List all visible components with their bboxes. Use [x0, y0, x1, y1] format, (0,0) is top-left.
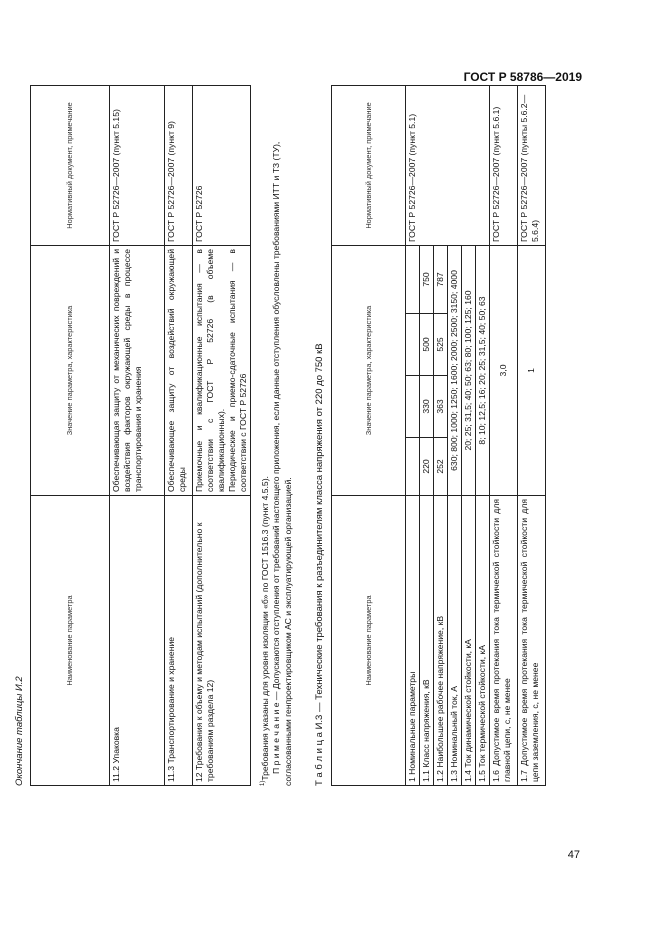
row-doc: ГОСТ Р 52726 [193, 86, 251, 246]
col-header-name: Наименование параметра [31, 496, 110, 786]
row-doc: ГОСТ Р 52726—2007 (пункт 5.6.1) [490, 85, 518, 245]
table-i2-caption: Окончание таблицы И.2 [14, 676, 25, 786]
row-name: 1.1 Класс напряжения, кВ [420, 496, 434, 786]
col-header-doc: Нормативный документ, примечание [31, 86, 110, 246]
table-row [518, 85, 546, 785]
cell: 220 [420, 438, 434, 496]
col-header-name: Наименование параметра [332, 496, 406, 786]
rotated-content [14, 86, 608, 786]
cell: 252 [434, 438, 448, 496]
footnote-text: Требования указаны для уровня изоляции «б» по ГОСТ 1516.3 (пункт 4.5.5). [259, 476, 270, 781]
row-value: Обеспечивающее защиту от воздействий окружающей среды [165, 246, 193, 496]
table-i2 [30, 85, 251, 786]
cell: 750 [420, 245, 434, 313]
col-header-value: Значение параметра, характеристика [332, 245, 406, 495]
row-doc: ГОСТ Р 52726—2007 (пункты 5.6.2—5.6.4) [518, 85, 546, 245]
cell: 787 [434, 245, 448, 313]
table-row [490, 85, 518, 785]
row-doc: ГОСТ Р 52726—2007 (пункт 9) [165, 86, 193, 246]
table-row [193, 86, 251, 786]
table-row [165, 86, 193, 786]
row-name: 1.6 Допустимое время протекания тока термической стойкости для главной цепи, с, не менее [490, 496, 518, 786]
row-name: 11.3 Транспортирование и хранение [165, 496, 193, 786]
row-name: 1.2 Наибольшее рабочее напряжение, кВ [434, 496, 448, 786]
col-header-doc: Нормативный документ, примечание [332, 85, 406, 245]
row-name: 12 Требования к объему и методам испытаний (дополнительно к требованиям раздела 12) [193, 496, 251, 786]
section-title: 1 Номинальные параметры [406, 496, 420, 786]
footnote-mark: 1) [260, 780, 266, 786]
notes-block [258, 86, 294, 786]
note-label: П р и м е ч а н и е [271, 702, 282, 774]
col-header-value: Значение параметра, характеристика [31, 246, 110, 496]
table-row [110, 86, 165, 786]
cell: 20; 25; 31,5; 40; 50; 63; 80; 100; 125; 160 [462, 245, 476, 495]
row-value-line1: Приемочные и квалификационные испытания — в соответствии с ГОСТ Р 52726 (в объеме квалификационных). [194, 249, 226, 492]
row-name: 1.5 Ток термической стойкости, кА [476, 496, 490, 786]
row-name: 11.2 Упаковка [110, 496, 165, 786]
row-name: 1.4 Ток динамической стойкости, кА [462, 496, 476, 786]
cell: 363 [434, 376, 448, 438]
cell: 630; 800; 1000; 1250; 1600; 2000; 2500; 3150; 4000 [448, 245, 462, 495]
table-i3 [331, 85, 546, 786]
cell: 8; 10; 12,5; 16; 20; 25; 31,5; 40; 50; 63 [476, 245, 490, 495]
table-i3-caption: Т а б л и ц а И.3 — Технические требования к разъединителям класса напряжения от 220 до 750 кВ [314, 343, 325, 786]
note [271, 86, 294, 786]
row-value-line2: Периодические и приемо-сдаточные испытания — в соответствии с ГОСТ Р 52726 [227, 249, 248, 492]
row-value: Обеспечивающая защиту от механических повреждений и воздействия факторов окружающей среды в процессе транспортирования и хранения [110, 246, 165, 496]
table-row [406, 85, 420, 785]
row-doc: ГОСТ Р 52726—2007 (пункт 5.15) [110, 86, 165, 246]
cell: 330 [420, 376, 434, 438]
page-number: 47 [567, 849, 580, 861]
document-id: ГОСТ Р 58786—2019 [463, 70, 582, 84]
row-name: 1.7 Допустимое время протекания тока термической стойкости для цепи заземления, с, не менее [518, 496, 546, 786]
row-name: 1.3 Номинальный ток, А [448, 496, 462, 786]
cell: 3,0 [490, 245, 518, 495]
cell: 525 [434, 314, 448, 376]
cell: 1 [518, 245, 546, 495]
row-value [193, 246, 251, 496]
note-text: — Допускаются отступления от требований настоящего приложения, если данные отступления обусловлены требованиями ИТТ и ТЗ (ТУ), согласованными генпроектировщиком АС и эксплуатирующей организацией. [271, 141, 293, 786]
doc-block: ГОСТ Р 52726—2007 (пункт 5.1) [406, 85, 490, 245]
cell: 500 [420, 314, 434, 376]
footnote [258, 86, 271, 786]
